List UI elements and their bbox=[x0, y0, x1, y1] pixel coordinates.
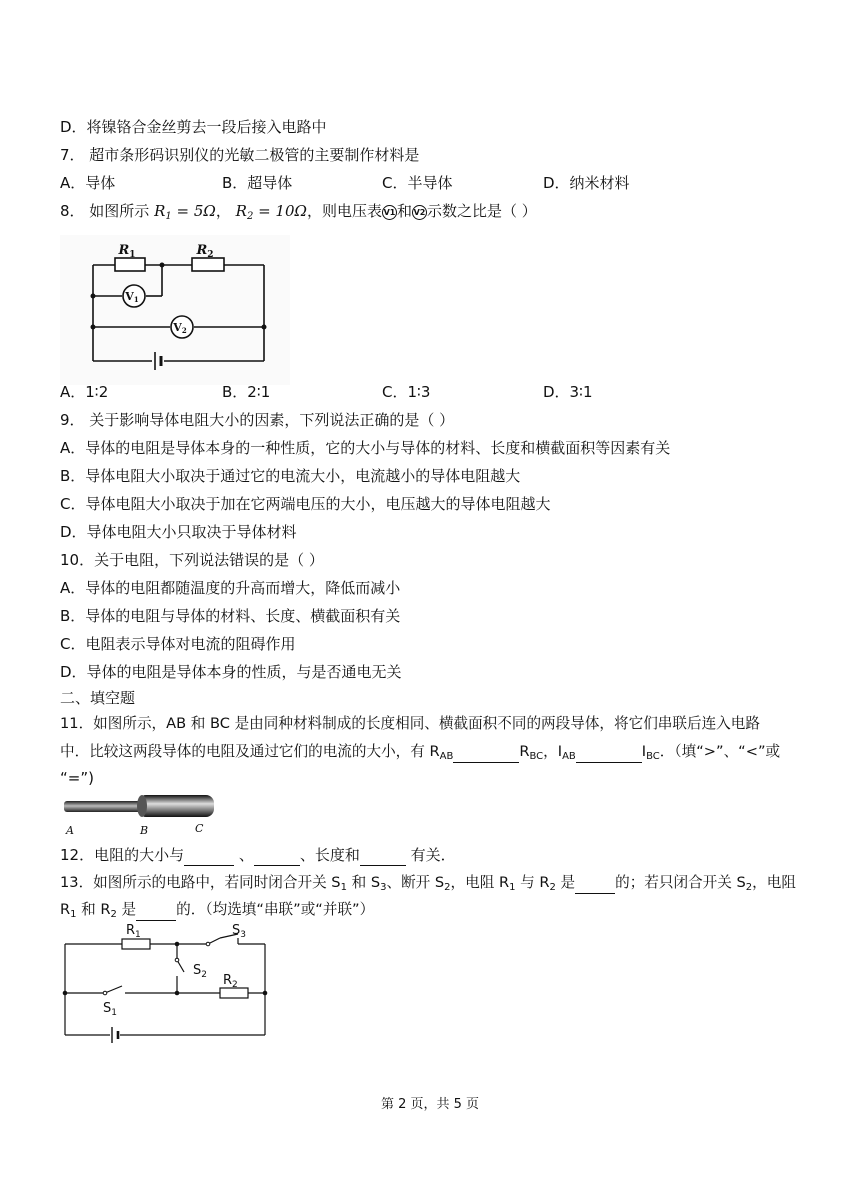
q9-stem: 9． 关于影响导体电阻大小的因素，下列说法正确的是（ ） bbox=[60, 411, 455, 429]
q12-blank-2[interactable] bbox=[254, 845, 300, 866]
q13-r1b-sub: 1 bbox=[70, 909, 77, 920]
q6-option-d: D．将镍铬合金丝剪去一段后接入电路中 bbox=[60, 118, 327, 136]
q10-option-d: D．导体的电阻是导体本身的性质，与是否通电无关 bbox=[60, 663, 402, 681]
q8-num: 8． 如图所示 bbox=[60, 202, 150, 220]
fig8-r1-sub: 1 bbox=[129, 250, 136, 260]
q13-t11: 是 bbox=[116, 901, 137, 918]
page-footer: 第 2 页，共 5 页 bbox=[380, 1097, 480, 1112]
fig13-s2-label: S bbox=[193, 963, 202, 978]
q8-r1: R bbox=[154, 202, 166, 220]
q8-option-d: D．3∶1 bbox=[543, 383, 593, 401]
q11-line2-text: 中．比较这两段导体的电阻及通过它们的电流的大小，有 R bbox=[60, 743, 440, 760]
q13-r2-sub: 2 bbox=[549, 882, 556, 893]
fig8-v2-sub: 2 bbox=[181, 326, 187, 335]
fig8-r2-sub: 2 bbox=[207, 250, 214, 260]
q8-option-a: A．1∶2 bbox=[60, 383, 109, 401]
q13-blank-1[interactable] bbox=[575, 873, 615, 894]
q12-blank-1[interactable] bbox=[184, 845, 234, 866]
fig13-s1-sub: 1 bbox=[111, 1008, 117, 1018]
q13-t2: 和 S bbox=[346, 874, 381, 891]
q8-r2-value: = 10Ω bbox=[253, 202, 307, 220]
q13-t3: 、断开 S bbox=[386, 874, 445, 891]
q12-text-a: 12．电阻的大小与 bbox=[60, 846, 185, 864]
fig13-r2-label: R bbox=[223, 973, 233, 988]
label-c: C bbox=[195, 822, 204, 835]
q13-r1-sub: 1 bbox=[509, 882, 516, 893]
q8-tail: 示数之比是（ ） bbox=[427, 202, 537, 220]
q11-comma: ，I bbox=[543, 743, 563, 760]
q8-option-b: B．2∶1 bbox=[222, 383, 271, 401]
svg-text:S3 bbox=[232, 923, 246, 940]
q13-t7: 的；若只闭合开关 S bbox=[615, 874, 746, 891]
fig8-r1-label: R bbox=[118, 243, 130, 258]
q13-s1-sub: 1 bbox=[340, 882, 347, 893]
q11-rab-sub: AB bbox=[439, 751, 454, 762]
q10-option-a: A．导体的电阻都随温度的升高而增大，降低而减小 bbox=[60, 579, 401, 597]
fig13-s1-label: S bbox=[103, 1001, 112, 1016]
q12-text-d: 有关． bbox=[405, 846, 456, 864]
conductor-bc bbox=[138, 795, 214, 817]
q9-option-b: B．导体电阻大小取决于通过它的电流大小，电流越小的导体电阻越大 bbox=[60, 467, 521, 485]
q12-text-b: 、 bbox=[234, 846, 254, 864]
label-b: B bbox=[140, 824, 149, 837]
q10-option-c: C．电阻表示导体对电流的阻碍作用 bbox=[60, 635, 296, 653]
fig13-s2-sub: 2 bbox=[201, 970, 207, 980]
q12-blank-3[interactable] bbox=[360, 845, 406, 866]
q7-option-a: A．导体 bbox=[60, 174, 116, 192]
q13-line1 bbox=[60, 873, 796, 898]
q13-s2-sub: 2 bbox=[444, 882, 451, 893]
conductor-ab bbox=[64, 801, 142, 812]
q13-t8: ，电阻 bbox=[752, 874, 796, 891]
q8-r1-value: = 5Ω bbox=[171, 202, 216, 220]
voltmeter-v1-icon: V1 bbox=[382, 205, 397, 220]
q8-r1-sub: 1 bbox=[165, 211, 172, 222]
q13-circuit-diagram bbox=[60, 920, 280, 1055]
q9-option-d: D．导体电阻大小只取决于导体材料 bbox=[60, 523, 297, 541]
q10-option-b: B．导体的电阻与导体的材料、长度、横截面积有关 bbox=[60, 607, 401, 625]
q8-circuit-diagram bbox=[60, 235, 290, 385]
q11-conductor-figure bbox=[60, 793, 220, 839]
q11-ibc: I bbox=[641, 743, 647, 760]
q8-sep: ， bbox=[215, 202, 231, 220]
label-a: A bbox=[66, 824, 74, 837]
q12-line bbox=[60, 845, 456, 866]
fig13-r1-sub: 1 bbox=[135, 930, 141, 940]
fig8-v2-label: V bbox=[173, 321, 182, 334]
q13-s2b-sub: 2 bbox=[745, 882, 753, 893]
fig13-s3-label: S bbox=[232, 923, 241, 938]
q12-text-c: 、长度和 bbox=[299, 846, 360, 864]
svg-text:S1 bbox=[103, 1001, 117, 1018]
fig13-r1-label: R bbox=[126, 923, 136, 938]
q11-rbc-sub: BC bbox=[529, 751, 544, 762]
q11-line3: “=”) bbox=[60, 769, 94, 787]
voltmeter-v2-icon: V2 bbox=[412, 205, 427, 220]
q8-option-c: C．1∶3 bbox=[382, 383, 431, 401]
q13-r2b-sub: 2 bbox=[110, 909, 117, 920]
q13-blank-2[interactable] bbox=[136, 900, 176, 921]
fig8-v1-label: V bbox=[125, 290, 134, 303]
q8-stem bbox=[60, 201, 537, 227]
q11-line2-tail: ．（填“>”、“<”或 bbox=[659, 743, 781, 760]
q13-t6: 是 bbox=[555, 874, 576, 891]
q8-r2-sub: 2 bbox=[246, 211, 254, 222]
q10-stem: 10．关于电阻，下列说法错误的是（ ） bbox=[60, 551, 324, 569]
q13-t5: 与 R bbox=[515, 874, 550, 891]
fig13-s3-sub: 3 bbox=[240, 930, 246, 940]
q11-blank-2[interactable] bbox=[576, 742, 642, 763]
q13-t10: 和 R bbox=[76, 901, 111, 918]
q11-iab-sub: AB bbox=[562, 751, 576, 762]
q7-option-b: B．超导体 bbox=[222, 174, 293, 192]
q13-t9: R bbox=[60, 901, 71, 918]
q7-option-c: C．半导体 bbox=[382, 174, 453, 192]
fig13-r2-sub: 2 bbox=[232, 980, 238, 990]
q11-blank-1[interactable] bbox=[453, 742, 519, 763]
section-heading-fill-in: 二、填空题 bbox=[60, 689, 136, 707]
q8-and: 和 bbox=[396, 202, 412, 220]
svg-text:S2 bbox=[193, 963, 207, 980]
q8-mid: ，则电压表 bbox=[306, 202, 382, 220]
q11-line1: 11．如图所示，AB 和 BC 是由同种材料制成的长度相同、横截面积不同的两段导体，将它们串联后连入电路 bbox=[60, 715, 760, 732]
q7-option-d: D．纳米材料 bbox=[543, 174, 630, 192]
q13-t4: ，电阻 R bbox=[450, 874, 510, 891]
q13-s3-sub: 3 bbox=[380, 882, 387, 893]
q13-t1: 13．如图所示的电路中，若同时闭合开关 S bbox=[60, 874, 341, 891]
fig8-r2-label: R bbox=[196, 243, 208, 258]
q11-ibc-sub: BC bbox=[646, 751, 660, 762]
q13-t12: 的．（均选填“串联”或“并联”） bbox=[176, 901, 375, 918]
q8-r2: R bbox=[235, 202, 247, 220]
svg-text:R2 bbox=[223, 973, 238, 990]
q9-option-a: A．导体的电阻是导体本身的一种性质，它的大小与导体的材料、长度和横截面积等因素有关 bbox=[60, 439, 671, 457]
q11-line2 bbox=[60, 742, 780, 767]
q7-stem: 7． 超市条形码识别仪的光敏二极管的主要制作材料是 bbox=[60, 146, 420, 164]
q9-option-c: C．导体电阻大小取决于加在它两端电压的大小，电压越大的导体电阻越大 bbox=[60, 495, 551, 513]
fig8-v1-sub: 1 bbox=[133, 295, 139, 304]
svg-text:R1 bbox=[126, 923, 141, 940]
q11-rbc: R bbox=[519, 743, 530, 760]
